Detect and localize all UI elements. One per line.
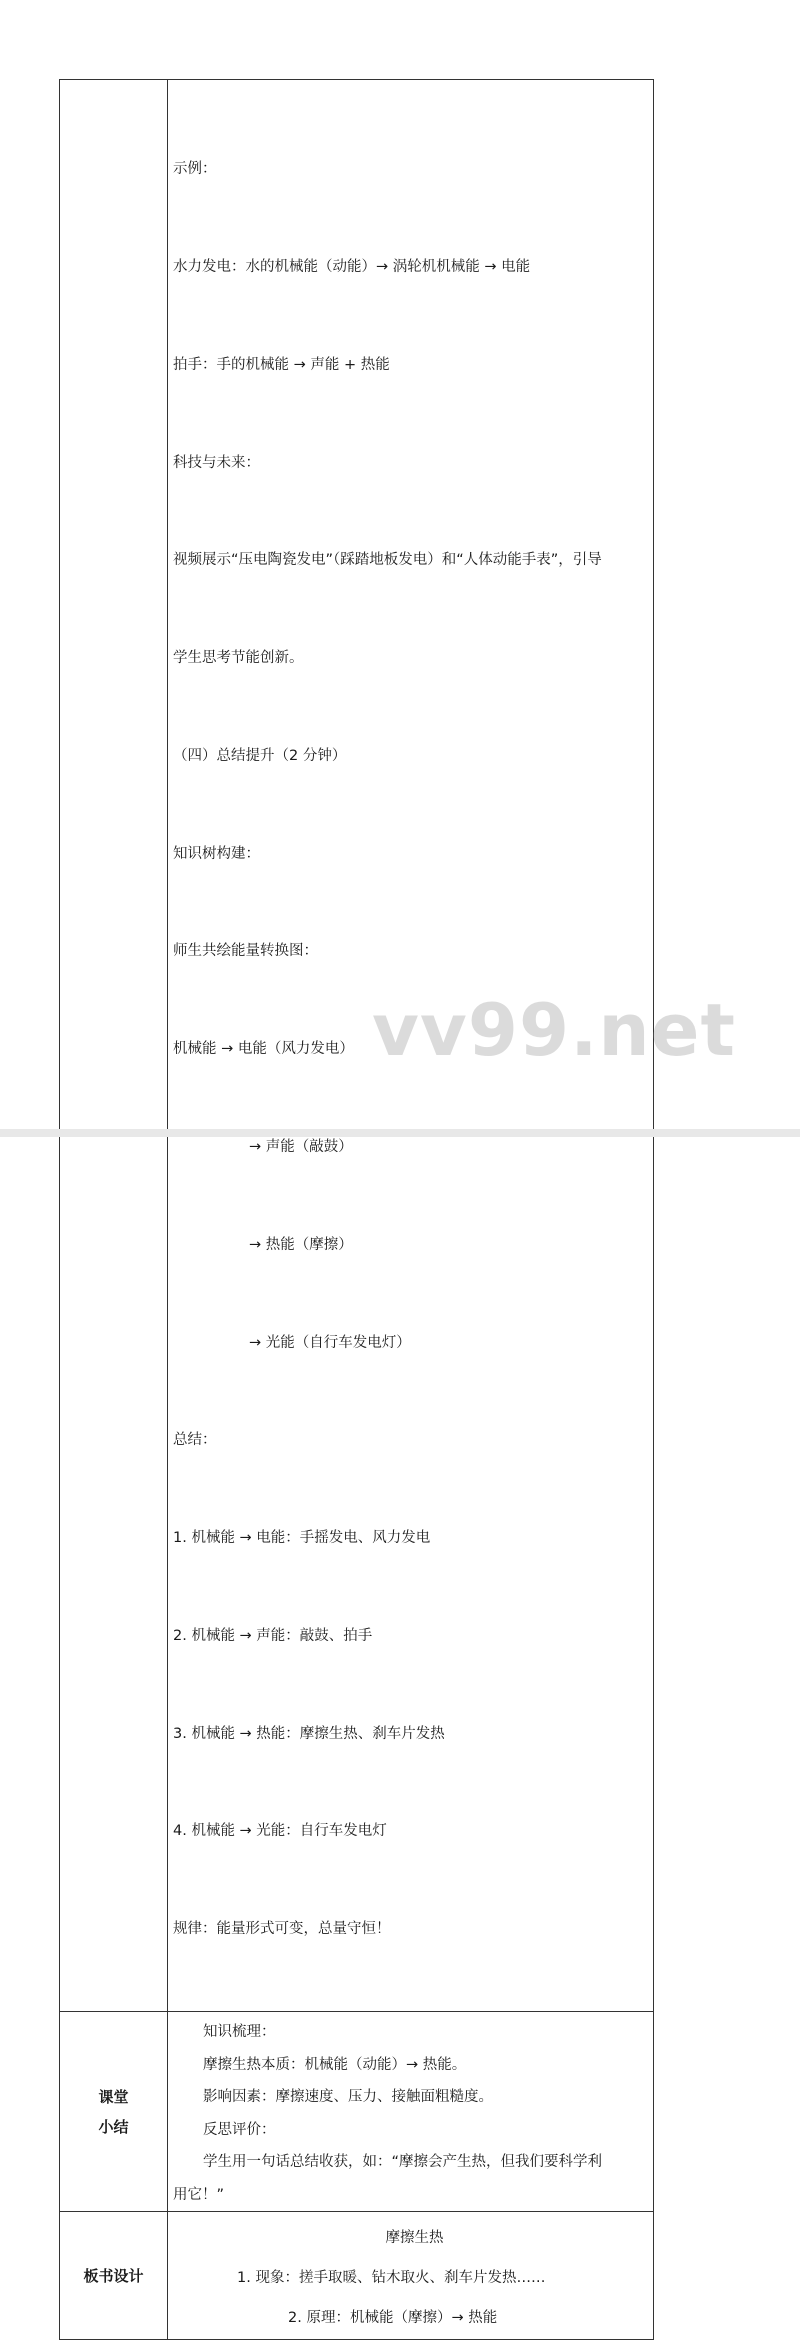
board-line: 1. 现象：搓手取暖、钻木取火、刹车片发热…… <box>237 2270 546 2287</box>
label-line: 课堂 <box>98 2087 129 2106</box>
text-line: 3. 机械能 → 热能：摩擦生热、刹车片发热 <box>173 1725 445 1742</box>
text-line-indented: → 声能（敲鼓） <box>249 1139 353 1155</box>
text-line-indented: → 光能（自行车发电灯） <box>249 1334 411 1351</box>
content-cell-summary <box>168 2012 654 2212</box>
text-line: 学生思考节能创新。 <box>173 650 304 667</box>
lesson-plan-table <box>59 79 654 2340</box>
page-bottom-edge <box>0 1129 800 1137</box>
text-line: 4. 机械能 → 光能：自行车发电灯 <box>173 1823 387 1840</box>
text-line: 知识梳理： <box>203 2024 276 2041</box>
board-line: 2. 原理：机械能（摩擦）→ 热能 <box>288 2310 498 2327</box>
text-line: 视频展示“压电陶瓷发电”（踩踏地板发电）和“人体动能手表”，引导 <box>173 552 602 569</box>
text-line: 2. 机械能 → 声能：敲鼓、拍手 <box>173 1627 373 1644</box>
text-line: 1. 机械能 → 电能：手摇发电、风力发电 <box>173 1530 431 1547</box>
label-cell-empty <box>60 80 168 2012</box>
label-cell-class-summary <box>60 2012 168 2212</box>
text-line: 机械能 → 电能（风力发电） <box>173 1041 354 1058</box>
text-line: 规律：能量形式可变，总量守恒！ <box>173 1921 391 1938</box>
text-line: 科技与未来： <box>173 454 260 471</box>
text-line: 学生用一句话总结收获，如：“摩擦会产生热，但我们要科学利 <box>203 2154 603 2171</box>
text-line: （四）总结提升（2 分钟） <box>173 747 347 764</box>
text-line: 师生共绘能量转换图： <box>173 943 318 960</box>
table-row-class-summary <box>60 2012 654 2212</box>
label-cell-board-design: 板书设计 <box>60 2212 168 2340</box>
text-line: 反思评价： <box>203 2121 276 2138</box>
text-line: 示例： <box>173 161 217 178</box>
label-line: 小结 <box>98 2117 129 2136</box>
text-line: 影响因素：摩擦速度、压力、接触面粗糙度。 <box>203 2089 493 2106</box>
text-line: 知识树构建： <box>173 845 260 862</box>
text-line: 水力发电：水的机械能（动能）→ 涡轮机机械能 → 电能 <box>173 258 531 275</box>
watermark: vv99.net <box>372 988 736 1072</box>
text-line-indented: → 热能（摩擦） <box>249 1236 353 1253</box>
text-line: 总结： <box>173 1432 217 1449</box>
text-line: 拍手：手的机械能 → 声能 + 热能 <box>173 356 390 373</box>
table-row-board-design <box>60 2212 654 2340</box>
board-title: 摩擦生热 <box>385 2230 444 2247</box>
text-line: 摩擦生热本质：机械能（动能）→ 热能。 <box>203 2056 467 2073</box>
text-line-wrap: 用它！” <box>173 2186 225 2203</box>
content-cell-board <box>168 2212 654 2340</box>
